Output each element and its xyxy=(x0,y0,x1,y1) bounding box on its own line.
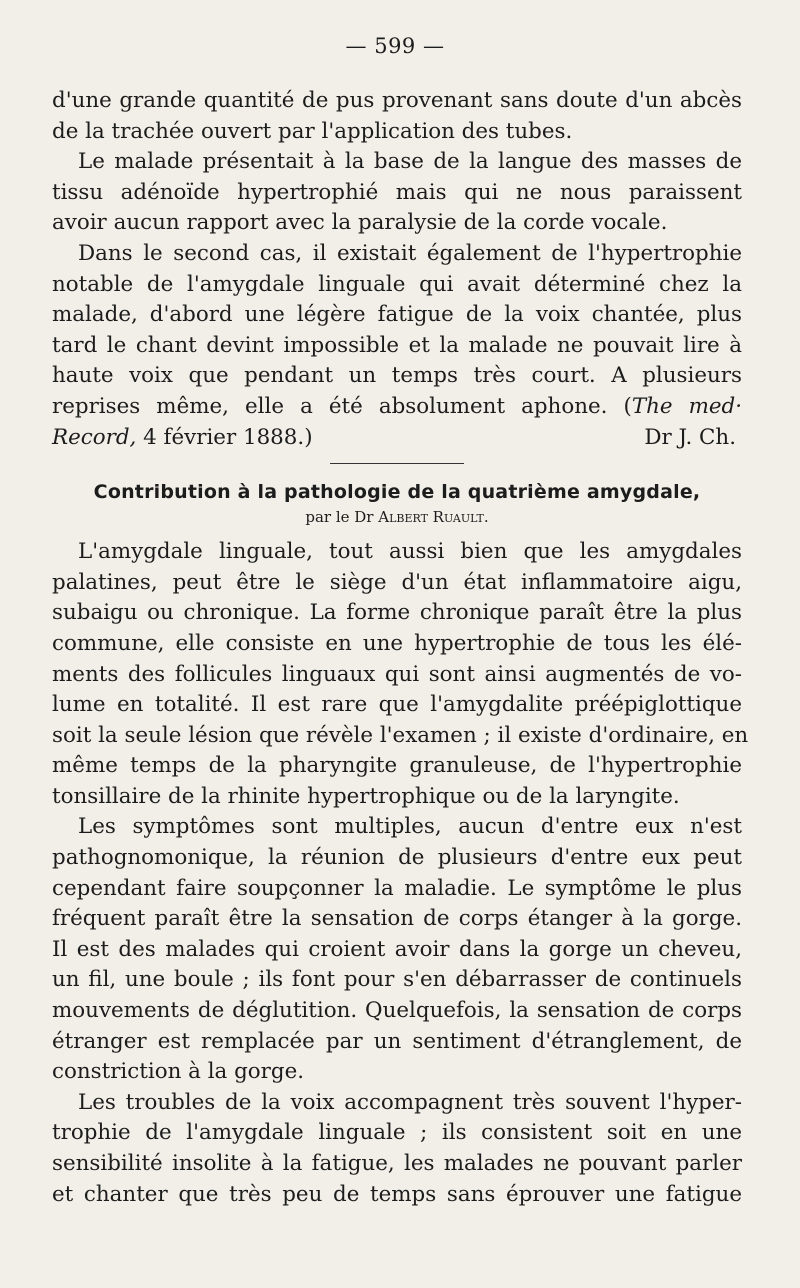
text-segment: reprises même, elle a été absolument aphone. ( xyxy=(52,393,632,419)
text-line: L'amygdale linguale, tout aussi bien que les amygdales xyxy=(78,539,742,565)
signature: Dr J. Ch. xyxy=(644,424,736,450)
text-line: commune, elle consiste en une hypertrophie de tous les élé- xyxy=(52,630,742,656)
author-name: Albert Ruault. xyxy=(378,508,489,527)
text-line: tissu adénoïde hypertrophié mais qui ne nous paraissent xyxy=(52,179,742,205)
text-line: subaigu ou chronique. La forme chronique paraît être la plus xyxy=(52,600,742,626)
page-body xyxy=(52,86,749,1210)
text-line xyxy=(52,423,742,454)
divider-rule xyxy=(330,463,464,464)
text-line xyxy=(52,392,742,423)
text-line: notable de l'amygdale linguale qui avait déterminé chez la xyxy=(52,271,742,297)
text-line: ments des follicules linguaux qui sont ainsi augmentés de vo- xyxy=(52,661,742,687)
text-line: lume en totalité. Il est rare que l'amygdalite préépiglottique xyxy=(52,692,742,718)
text-line: Les troubles de la voix accompagnent très souvent l'hyper- xyxy=(78,1089,742,1115)
text-line: constriction à la gorge. xyxy=(52,1059,305,1085)
byline-prefix: par le Dr xyxy=(305,508,379,527)
text-line: cependant faire soupçonner la maladie. Le symptôme le plus xyxy=(52,875,742,901)
text-line: d'une grande quantité de pus provenant sans doute d'un abcès xyxy=(52,88,742,113)
text-line: étranger est remplacée par un sentiment d'étranglement, de xyxy=(52,1028,742,1054)
journal-title-italic: Record, xyxy=(52,424,137,450)
text-segment: 4 février 1888.) xyxy=(136,424,313,450)
text-line: Les symptômes sont multiples, aucun d'entre eux n'est xyxy=(78,814,742,840)
text-line: Dans le second cas, il existait également de l'hypertrophie xyxy=(78,240,742,266)
separator xyxy=(52,453,742,479)
text-line: palatines, peut être le siège d'un état inflammatoire aigu, xyxy=(52,569,742,595)
text-line: même temps de la pharyngite granuleuse, de l'hypertrophie xyxy=(52,753,742,779)
text-line: de la trachée ouvert par l'application des tubes. xyxy=(52,118,573,144)
page-number: — 599 — xyxy=(345,34,445,58)
text-line: sensibilité insolite à la fatigue, les malades ne pouvant parler xyxy=(52,1151,742,1176)
text-line: Il est des malades qui croient avoir dans la gorge un cheveu, xyxy=(52,936,742,962)
text-line: pathognomonique, la réunion de plusieurs d'entre eux peut xyxy=(52,845,742,871)
text-line: Le malade présentait à la base de la langue des masses de xyxy=(78,149,742,175)
journal-title-italic: The med· xyxy=(631,393,743,419)
text-line: tonsillaire de la rhinite hypertrophique ou de la laryngite. xyxy=(52,783,680,809)
text-line: trophie de l'amygdale linguale ; ils consistent soit en une xyxy=(52,1120,742,1146)
text-line: fréquent paraît être la sensation de corps étanger à la gorge. xyxy=(52,906,742,932)
article-title: Contribution à la pathologie de la quatrième amygdale, xyxy=(93,481,701,504)
text-line: avoir aucun rapport avec la paralysie de la corde vocale. xyxy=(52,210,668,236)
article-byline xyxy=(52,505,742,537)
text-line: et chanter que très peu de temps sans éprouver une fatigue xyxy=(52,1181,742,1207)
text-line: tard le chant devint impossible et la malade ne pouvait lire à xyxy=(52,332,742,358)
text-line: malade, d'abord une légère fatigue de la voix chantée, plus xyxy=(52,302,742,328)
citation-date xyxy=(52,423,313,454)
text-line: haute voix que pendant un temps très court. A plusieurs xyxy=(52,363,742,389)
text-line: soit la seule lésion que révèle l'examen ; il existe d'ordinaire, en xyxy=(52,722,749,748)
text-line: un fil, une boule ; ils font pour s'en débarrasser de continuels xyxy=(52,967,742,993)
text-line: mouvements de déglutition. Quelquefois, la sensation de corps xyxy=(52,998,742,1024)
